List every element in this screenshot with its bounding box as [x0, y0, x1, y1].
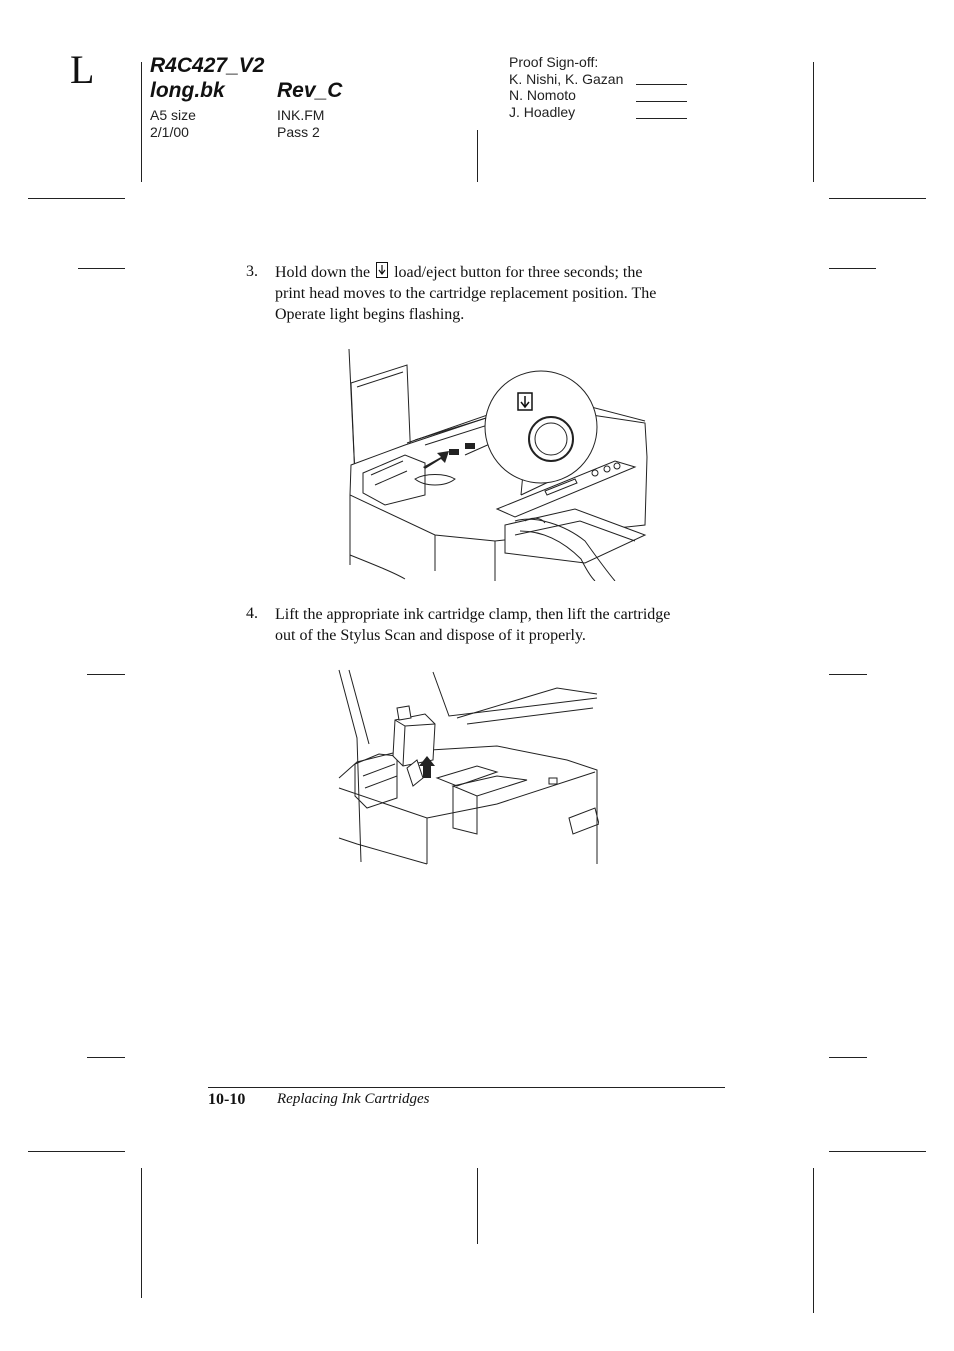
- signoff-line: [636, 118, 687, 119]
- signoff-name-text: J. Hoadley: [509, 104, 576, 120]
- corner-letter: L: [70, 47, 95, 92]
- step-line: [275, 262, 735, 283]
- chapter-title: Replacing Ink Cartridges: [277, 1091, 430, 1107]
- crop-mark: [829, 1151, 926, 1152]
- crop-mark: [477, 1168, 478, 1244]
- crop-mark: [813, 1168, 814, 1313]
- signoff-line: [636, 84, 687, 85]
- pass: Pass 2: [277, 124, 320, 140]
- footer-rule: [208, 1087, 725, 1088]
- step-line: print head moves to the cartridge replacement position. The: [275, 285, 657, 302]
- signoff-title: Proof Sign-off:: [509, 54, 599, 70]
- signoff-name: [509, 72, 623, 86]
- revision: Rev_C: [277, 79, 343, 102]
- crop-mark: [141, 62, 142, 182]
- date: 2/1/00: [150, 124, 189, 140]
- crop-mark: [829, 674, 867, 675]
- crop-mark: [87, 1057, 125, 1058]
- step-line: out of the Stylus Scan and dispose of it properly.: [275, 627, 586, 644]
- crop-mark: [813, 62, 814, 182]
- signoff-line: [636, 101, 687, 102]
- crop-mark: [87, 674, 125, 675]
- crop-mark: [78, 268, 125, 269]
- crop-mark: [28, 198, 125, 199]
- crop-mark: [829, 198, 926, 199]
- step-text: [275, 262, 735, 325]
- signoff-name: [509, 88, 576, 102]
- printer-load-eject-illustration: [345, 345, 655, 581]
- crop-mark: [829, 268, 876, 269]
- load-eject-button-icon: [376, 262, 388, 278]
- doc-id: R4C427_V2: [150, 54, 265, 77]
- step-text-before-icon: Hold down the: [275, 264, 371, 281]
- page-number: 10-10: [208, 1091, 246, 1108]
- step-number: 3.: [246, 263, 258, 280]
- crop-mark: [28, 1151, 125, 1152]
- crop-mark: [477, 130, 478, 182]
- signoff-name-text: N. Nomoto: [509, 87, 576, 103]
- signoff-name: [509, 105, 575, 119]
- step-text: [275, 604, 735, 646]
- file-name: INK.FM: [277, 107, 325, 123]
- book-name: long.bk: [150, 79, 225, 102]
- step-text-after-icon: load/eject button for three seconds; the: [394, 264, 643, 281]
- crop-mark: [829, 1057, 867, 1058]
- page-size: A5 size: [150, 107, 196, 123]
- crop-mark: [141, 1168, 142, 1298]
- cartridge-removal-illustration: [337, 668, 599, 866]
- step-line: Lift the appropriate ink cartridge clamp, then lift the cartridge: [275, 606, 671, 623]
- step-line: Operate light begins flashing.: [275, 306, 465, 323]
- signoff-name-text: K. Nishi, K. Gazan: [509, 71, 624, 87]
- step-number: 4.: [246, 605, 258, 622]
